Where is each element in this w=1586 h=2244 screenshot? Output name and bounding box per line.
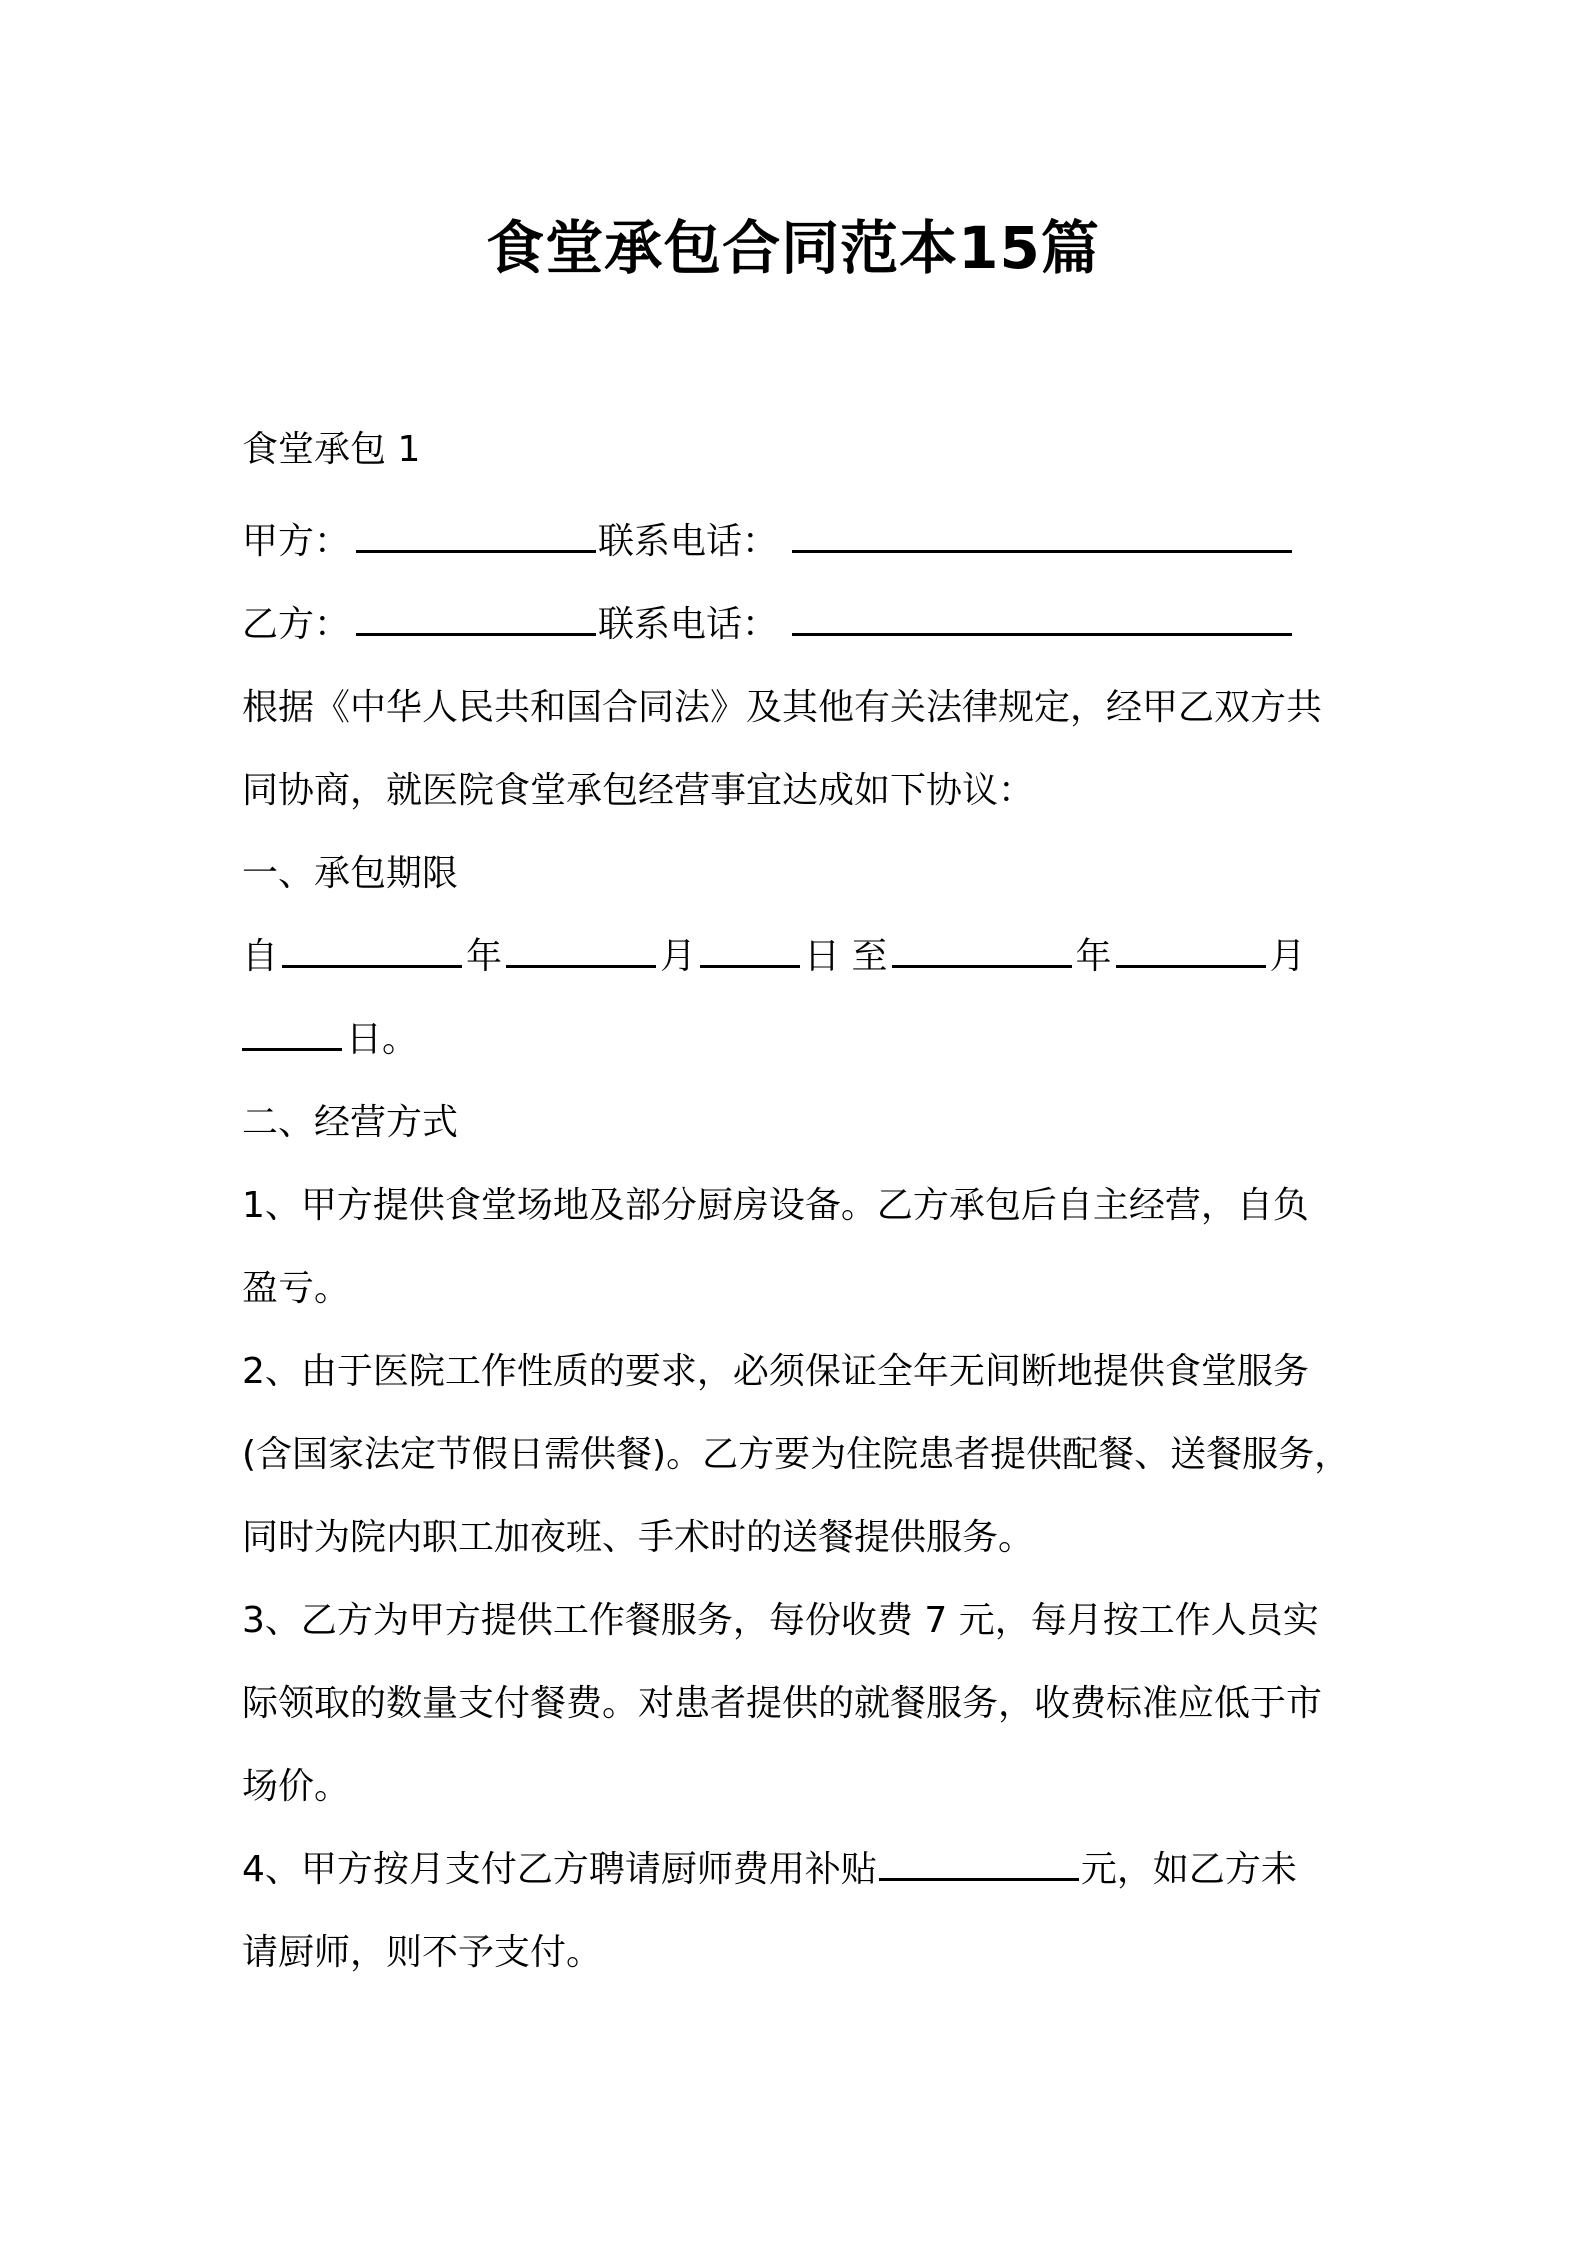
term-line-continued: [242, 998, 1354, 1081]
party-a-phone-blank[interactable]: [792, 520, 1292, 553]
clause-2-line-2: (含国家法定节假日需供餐)。乙方要为住院患者提供配餐、送餐服务，: [242, 1434, 1351, 1475]
end-day-blank[interactable]: [242, 1018, 342, 1051]
clause-3-line-1: 3、乙方为甲方提供工作餐服务，每份收费 7 元，每月按工作人员实: [242, 1600, 1319, 1641]
term-from-label: 自: [242, 936, 279, 977]
term-month1-label: 月: [660, 936, 697, 977]
clause-3-line-3: 场价。: [242, 1766, 351, 1807]
clause-1-line-1: 1、甲方提供食堂场地及部分厨房设备。乙方承包后自主经营，自负: [242, 1185, 1309, 1226]
party-b-phone-label: 联系电话：: [598, 604, 779, 645]
clause-4-line-1: [242, 1828, 1354, 1911]
spacer: [242, 491, 1354, 500]
document-title: 食堂承包合同范本15篇: [486, 214, 1100, 282]
clause-1-line-2: 盈亏。: [242, 1268, 351, 1309]
section-subtitle-text: 食堂承包 1: [242, 429, 421, 470]
term-day-to-label: 日 至: [804, 936, 888, 977]
section-subtitle: [242, 408, 1354, 491]
clause-1: [242, 1164, 1354, 1330]
end-year-blank[interactable]: [892, 935, 1072, 968]
party-a-label: 甲方：: [242, 521, 351, 562]
party-b-name-blank[interactable]: [356, 603, 596, 636]
start-year-blank[interactable]: [282, 935, 462, 968]
section-2-heading: 二、经营方式: [242, 1102, 459, 1143]
clause-3: [242, 1579, 1354, 1828]
party-b-phone-blank[interactable]: [792, 603, 1292, 636]
start-day-blank[interactable]: [700, 935, 800, 968]
term-year2-label: 年: [1075, 936, 1112, 977]
party-a-line: [242, 500, 1354, 583]
clause-4-text-after: 元，如乙方未: [1080, 1849, 1297, 1890]
clause-2-line-3: 同时为院内职工加夜班、手术时的送餐提供服务。: [242, 1517, 1035, 1558]
chef-subsidy-blank[interactable]: [879, 1848, 1079, 1881]
clause-4-text-before: 4、甲方按月支付乙方聘请厨师费用补贴: [242, 1849, 877, 1890]
party-a-name-blank[interactable]: [356, 520, 596, 553]
party-a-phone-label: 联系电话：: [598, 521, 779, 562]
start-month-blank[interactable]: [506, 935, 656, 968]
preamble-line-2: 同协商，就医院食堂承包经营事宜达成如下协议：: [242, 770, 1035, 811]
clause-2: [242, 1330, 1354, 1579]
preamble-line-1: 根据《中华人民共和国合同法》及其他有关法律规定，经甲乙双方共: [242, 687, 1323, 728]
end-month-blank[interactable]: [1116, 935, 1266, 968]
section-1-heading: 一、承包期限: [242, 853, 459, 894]
term-line: [242, 915, 1354, 998]
term-year1-label: 年: [466, 936, 503, 977]
clause-3-line-2: 际领取的数量支付餐费。对患者提供的就餐服务，收费标准应低于市: [242, 1683, 1323, 1724]
document-body: [242, 408, 1354, 1994]
term-day-end-label: 日。: [346, 1019, 419, 1060]
clause-2-line-1: 2、由于医院工作性质的要求，必须保证全年无间断地提供食堂服务: [242, 1351, 1309, 1392]
clause-4-line-2: 请厨师，则不予支付。: [242, 1932, 603, 1973]
clause-4: [242, 1828, 1354, 1994]
party-b-label: 乙方：: [242, 604, 351, 645]
party-b-line: [242, 583, 1354, 666]
term-month2-label: 月: [1269, 936, 1306, 977]
